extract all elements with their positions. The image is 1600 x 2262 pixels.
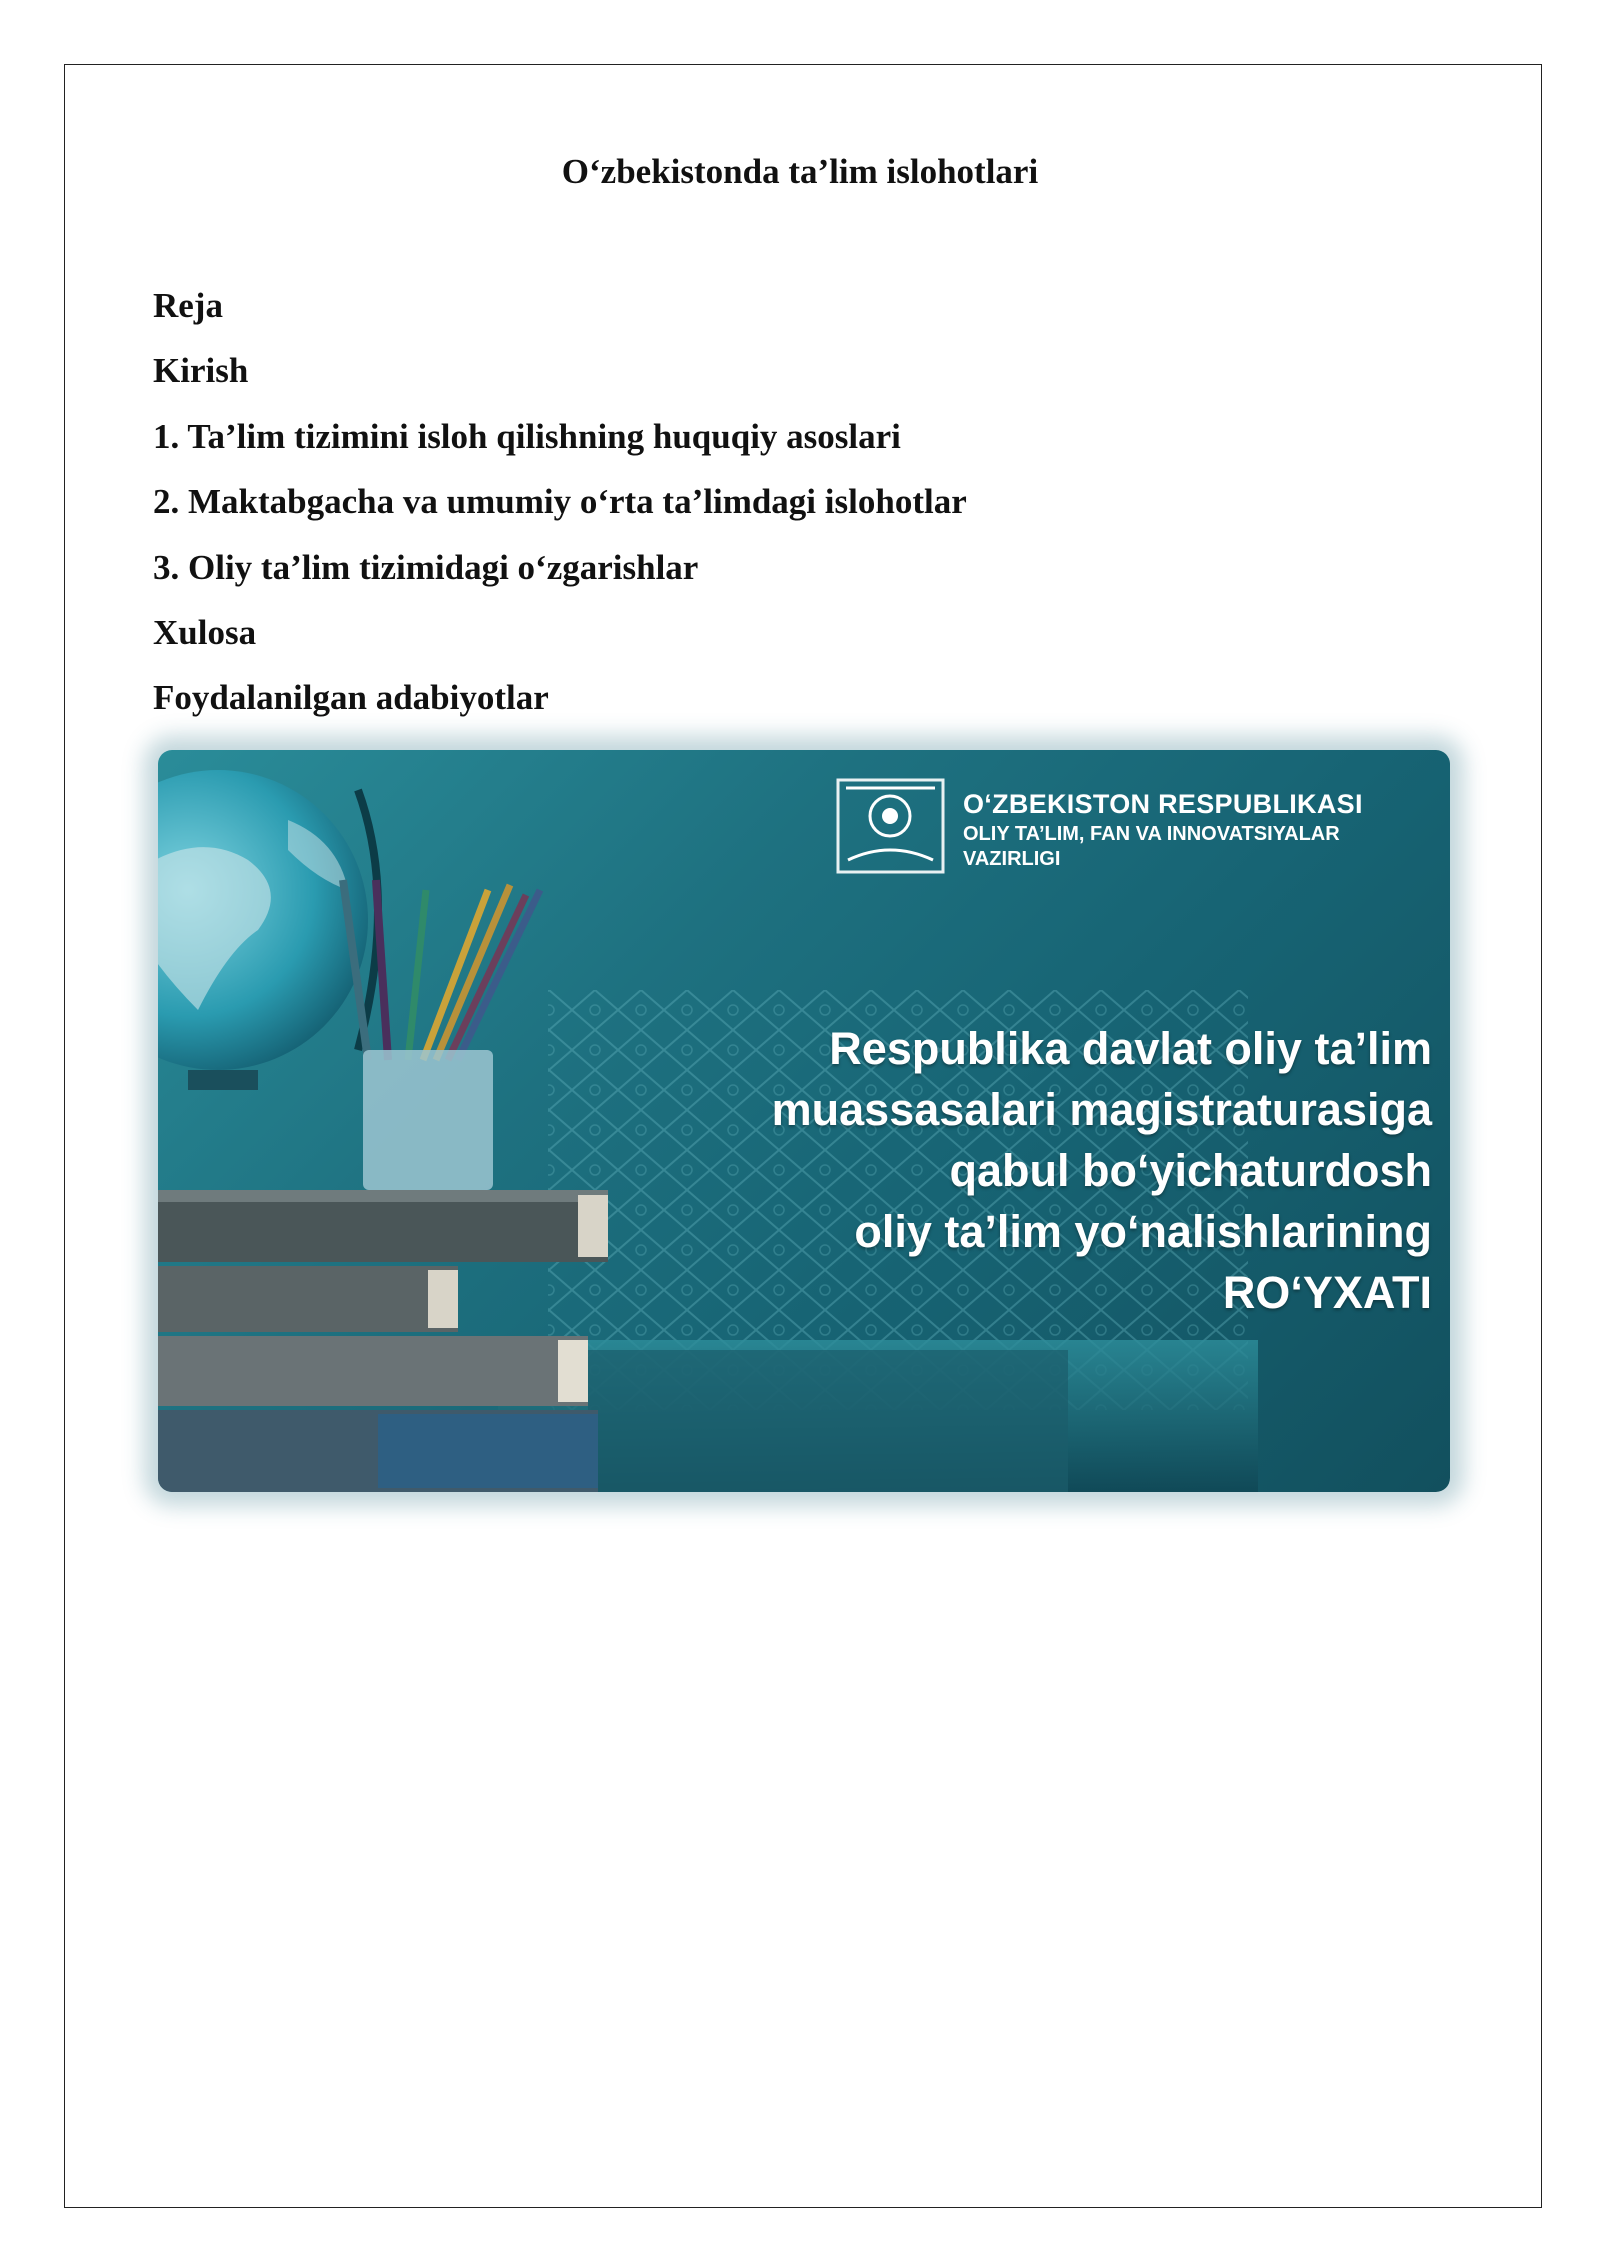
pencil-cup-icon	[343, 880, 540, 1190]
toc-item: 2. Maktabgacha va umumiy o‘rta ta’limdagi islohotlar	[153, 482, 967, 522]
headline-line: Respublika davlat oliy ta’lim	[829, 1023, 1432, 1074]
banner-image	[158, 750, 1450, 1492]
headline-line: RO‘YXATI	[1222, 1267, 1432, 1318]
headline-line: oliy ta’lim yo‘nalishlarining	[854, 1206, 1432, 1257]
toc-item: 1. Ta’lim tizimini isloh qilishning huquqiy asoslari	[153, 416, 901, 456]
toc-item: 3. Oliy ta’lim tizimidagi o‘zgarishlar	[153, 547, 699, 587]
ministry-name	[963, 788, 1450, 872]
document-title: O‘zbekistonda ta’lim islohotlari	[561, 152, 1039, 191]
toc-item: Reja	[153, 286, 223, 325]
book-stack-icon	[158, 1190, 608, 1492]
toc-item: Xulosa	[153, 612, 257, 652]
banner-headline	[772, 1018, 1432, 1323]
toc-item: Foydalanilgan adabiyotlar	[153, 678, 549, 718]
ministry-emblem-icon	[838, 780, 943, 872]
table-of-contents	[153, 282, 967, 740]
headline-line: muassasalari magistraturasiga	[771, 1084, 1432, 1135]
toc-item: Kirish	[153, 351, 249, 391]
ministry-line-2: OLIY TA’LIM, FAN VA INNOVATSIYALAR	[963, 822, 1340, 845]
ministry-line-3: VAZIRLIGI	[963, 847, 1061, 870]
building-model	[588, 1350, 1068, 1492]
headline-line: qabul bo‘yichaturdosh	[949, 1145, 1432, 1196]
globe-icon	[158, 770, 378, 1090]
ministry-line-1: O‘ZBEKISTON RESPUBLIKASI	[963, 789, 1363, 819]
